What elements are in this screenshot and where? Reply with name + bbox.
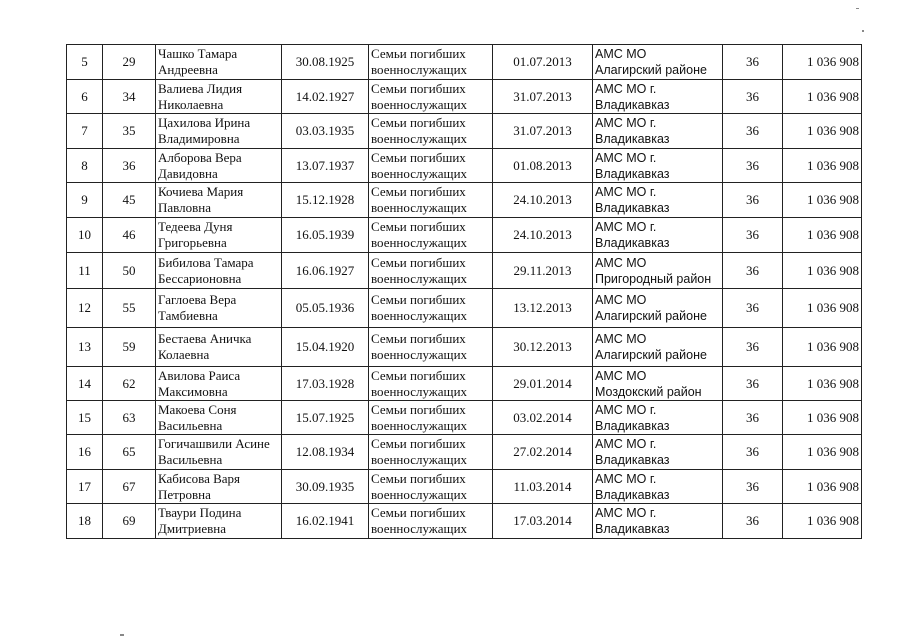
organization-line: Владикавказ — [595, 522, 670, 536]
organization — [593, 149, 723, 183]
category-line: Семьи погибших — [371, 254, 466, 270]
category-line: военнослужащих — [371, 383, 468, 399]
area-value: 36 — [723, 367, 783, 401]
organization-line: АМС МО г. — [595, 81, 657, 96]
organization-line: АМС МО — [595, 255, 647, 270]
registration-date: 01.08.2013 — [493, 149, 593, 183]
person-name-line: Владимировна — [158, 131, 240, 146]
category — [369, 435, 493, 470]
organization-line: Пригородный район — [595, 271, 712, 286]
person-name — [156, 367, 282, 401]
person-name — [156, 218, 282, 253]
birth-date: 30.09.1935 — [282, 470, 369, 504]
organization-line: АМС МО г. — [595, 150, 657, 165]
row-number: 11 — [67, 253, 103, 289]
category-line: военнослужащих — [371, 270, 468, 286]
category-line: военнослужащих — [371, 521, 468, 536]
birth-date: 16.06.1927 — [282, 253, 369, 289]
row-number: 5 — [67, 45, 103, 80]
registration-date: 30.12.2013 — [493, 328, 593, 367]
record-id: 63 — [103, 401, 156, 435]
table-row — [67, 435, 862, 470]
organization-line: АМС МО г. — [595, 185, 657, 199]
person-name — [156, 401, 282, 435]
person-name-line: Кочиева Мария — [158, 184, 244, 199]
birth-date: 15.04.1920 — [282, 328, 369, 367]
organization-line: АМС МО — [595, 47, 647, 61]
category-line: военнослужащих — [371, 235, 468, 250]
person-name-line: Павловна — [158, 200, 211, 215]
category-line: военнослужащих — [371, 165, 468, 181]
category — [369, 289, 493, 328]
record-id: 35 — [103, 114, 156, 149]
category-line: военнослужащих — [371, 417, 468, 433]
category-line: Семьи погибших — [371, 401, 466, 417]
category — [369, 401, 493, 435]
person-name-line: Давидовна — [158, 165, 218, 181]
organization-line: Алагирский районе — [595, 348, 707, 362]
row-number: 14 — [67, 367, 103, 401]
table-row — [67, 149, 862, 183]
organization-line: АМС МО г. — [595, 402, 657, 417]
category-line: военнослужащих — [371, 308, 468, 323]
person-name-line: Петровна — [158, 486, 211, 502]
registration-date: 31.07.2013 — [493, 80, 593, 114]
organization — [593, 114, 723, 149]
registration-date: 17.03.2014 — [493, 504, 593, 539]
area-value: 36 — [723, 504, 783, 539]
row-number: 8 — [67, 149, 103, 183]
person-name-line: Васильевна — [158, 452, 223, 467]
category — [369, 149, 493, 183]
area-value: 36 — [723, 114, 783, 149]
organization-line: АМС МО г. — [595, 220, 657, 234]
table-row — [67, 328, 862, 367]
record-id: 59 — [103, 328, 156, 367]
person-name-line: Тедеева Дуня — [158, 219, 233, 234]
area-value: 36 — [723, 183, 783, 218]
amount: 1 036 908 — [783, 80, 862, 114]
record-id: 45 — [103, 183, 156, 218]
category-line: военнослужащих — [371, 486, 468, 502]
birth-date: 30.08.1925 — [282, 45, 369, 80]
person-name-line: Дмитриевна — [158, 521, 226, 536]
category-line: Семьи погибших — [371, 470, 466, 486]
area-value: 36 — [723, 435, 783, 470]
person-name-line: Тваури Подина — [158, 505, 242, 520]
category-line: Семьи погибших — [371, 149, 466, 165]
birth-date: 15.07.1925 — [282, 401, 369, 435]
row-number: 10 — [67, 218, 103, 253]
organization-line: Владикавказ — [595, 201, 670, 215]
category-line: Семьи погибших — [371, 46, 466, 61]
table-row — [67, 470, 862, 504]
organization-line: АМС МО — [595, 293, 647, 307]
category-line: Семьи погибших — [371, 219, 466, 234]
area-value: 36 — [723, 328, 783, 367]
amount: 1 036 908 — [783, 401, 862, 435]
table-row — [67, 401, 862, 435]
person-name — [156, 114, 282, 149]
category-line: Семьи погибших — [371, 436, 466, 451]
table-row — [67, 183, 862, 218]
area-value: 36 — [723, 401, 783, 435]
organization-line: АМС МО г. — [595, 437, 657, 451]
category — [369, 80, 493, 114]
person-name-line: Валиева Лидия — [158, 80, 243, 96]
organization-line: АМС МО — [595, 368, 647, 383]
birth-date: 16.05.1939 — [282, 218, 369, 253]
person-name — [156, 253, 282, 289]
person-name-line: Николаевна — [158, 96, 224, 112]
person-name-line: Гогичашвили Асине — [158, 436, 270, 451]
category — [369, 470, 493, 504]
person-name-line: Тамбиевна — [158, 308, 218, 323]
record-id: 29 — [103, 45, 156, 80]
row-number: 12 — [67, 289, 103, 328]
category — [369, 114, 493, 149]
registration-date: 11.03.2014 — [493, 470, 593, 504]
birth-date: 03.03.1935 — [282, 114, 369, 149]
organization-line: АМС МО г. — [595, 116, 657, 130]
category — [369, 367, 493, 401]
category-line: Семьи погибших — [371, 505, 466, 520]
category-line: военнослужащих — [371, 62, 468, 77]
registration-date: 03.02.2014 — [493, 401, 593, 435]
row-number: 13 — [67, 328, 103, 367]
table-row — [67, 45, 862, 80]
organization-line: АМС МО — [595, 332, 647, 346]
amount: 1 036 908 — [783, 45, 862, 80]
person-name-line: Алборова Вера — [158, 149, 242, 165]
person-name-line: Макоева Соня — [158, 401, 237, 417]
category — [369, 45, 493, 80]
person-name-line: Колаевна — [158, 347, 210, 362]
organization — [593, 328, 723, 367]
area-value: 36 — [723, 80, 783, 114]
record-id: 62 — [103, 367, 156, 401]
category-line: Семьи погибших — [371, 80, 466, 96]
person-name — [156, 149, 282, 183]
amount: 1 036 908 — [783, 253, 862, 289]
birth-date: 17.03.1928 — [282, 367, 369, 401]
person-name-line: Чашко Тамара — [158, 46, 238, 61]
table-row — [67, 289, 862, 328]
person-name — [156, 328, 282, 367]
registration-date: 31.07.2013 — [493, 114, 593, 149]
birth-date: 15.12.1928 — [282, 183, 369, 218]
row-number: 15 — [67, 401, 103, 435]
person-name — [156, 435, 282, 470]
amount: 1 036 908 — [783, 328, 862, 367]
person-name-line: Бестаева Аничка — [158, 331, 252, 346]
person-name — [156, 45, 282, 80]
person-name-line: Гаглоева Вера — [158, 292, 237, 307]
records-table — [66, 44, 862, 539]
person-name-line: Андреевна — [158, 62, 218, 77]
organization — [593, 367, 723, 401]
area-value: 36 — [723, 218, 783, 253]
registration-date: 24.10.2013 — [493, 183, 593, 218]
organization-line: Алагирский районе — [595, 63, 707, 77]
amount: 1 036 908 — [783, 367, 862, 401]
person-name-line: Авилова Раиса — [158, 367, 241, 383]
amount: 1 036 908 — [783, 289, 862, 328]
registration-date: 27.02.2014 — [493, 435, 593, 470]
category — [369, 218, 493, 253]
registration-date: 29.01.2014 — [493, 367, 593, 401]
person-name — [156, 470, 282, 504]
person-name-line: Бессарионовна — [158, 270, 242, 286]
amount: 1 036 908 — [783, 435, 862, 470]
birth-date: 16.02.1941 — [282, 504, 369, 539]
person-name-line: Васильевна — [158, 417, 223, 433]
category-line: военнослужащих — [371, 347, 468, 362]
category-line: Семьи погибших — [371, 367, 466, 383]
scan-speck — [862, 30, 864, 32]
row-number: 6 — [67, 80, 103, 114]
person-name — [156, 183, 282, 218]
amount: 1 036 908 — [783, 470, 862, 504]
table-row — [67, 253, 862, 289]
record-id: 36 — [103, 149, 156, 183]
person-name-line: Бибилова Тамара — [158, 254, 254, 270]
category-line: Семьи погибших — [371, 184, 466, 199]
organization — [593, 80, 723, 114]
area-value: 36 — [723, 289, 783, 328]
record-id: 65 — [103, 435, 156, 470]
registration-date: 01.07.2013 — [493, 45, 593, 80]
organization-line: Владикавказ — [595, 418, 670, 433]
organization-line: АМС МО г. — [595, 506, 657, 520]
records-table-body — [67, 45, 862, 539]
organization — [593, 45, 723, 80]
person-name-line: Максимовна — [158, 383, 228, 399]
area-value: 36 — [723, 45, 783, 80]
category-line: Семьи погибших — [371, 292, 466, 307]
birth-date: 12.08.1934 — [282, 435, 369, 470]
category-line: военнослужащих — [371, 96, 468, 112]
amount: 1 036 908 — [783, 114, 862, 149]
person-name — [156, 504, 282, 539]
organization-line: Владикавказ — [595, 236, 670, 250]
organization — [593, 218, 723, 253]
row-number: 7 — [67, 114, 103, 149]
amount: 1 036 908 — [783, 149, 862, 183]
table-row — [67, 367, 862, 401]
person-name — [156, 80, 282, 114]
category — [369, 253, 493, 289]
row-number: 16 — [67, 435, 103, 470]
person-name-line: Григорьевна — [158, 235, 227, 250]
scan-speck — [856, 8, 859, 9]
table-row — [67, 504, 862, 539]
organization — [593, 253, 723, 289]
organization-line: Моздокский район — [595, 384, 702, 399]
row-number: 9 — [67, 183, 103, 218]
record-id: 34 — [103, 80, 156, 114]
area-value: 36 — [723, 470, 783, 504]
organization — [593, 435, 723, 470]
birth-date: 05.05.1936 — [282, 289, 369, 328]
category-line: военнослужащих — [371, 131, 468, 146]
category-line: Семьи погибших — [371, 115, 466, 130]
registration-date: 29.11.2013 — [493, 253, 593, 289]
birth-date: 13.07.1937 — [282, 149, 369, 183]
organization-line: Владикавказ — [595, 97, 670, 112]
category-line: военнослужащих — [371, 452, 468, 467]
organization — [593, 401, 723, 435]
birth-date: 14.02.1927 — [282, 80, 369, 114]
organization — [593, 289, 723, 328]
organization — [593, 470, 723, 504]
person-name — [156, 289, 282, 328]
category — [369, 504, 493, 539]
record-id: 46 — [103, 218, 156, 253]
scan-speck — [120, 634, 124, 636]
amount: 1 036 908 — [783, 183, 862, 218]
table-row — [67, 114, 862, 149]
record-id: 69 — [103, 504, 156, 539]
area-value: 36 — [723, 149, 783, 183]
organization-line: Владикавказ — [595, 132, 670, 146]
table-row — [67, 80, 862, 114]
category-line: военнослужащих — [371, 200, 468, 215]
category — [369, 183, 493, 218]
organization — [593, 504, 723, 539]
organization-line: Алагирский районе — [595, 309, 707, 323]
organization-line: Владикавказ — [595, 166, 670, 181]
table-row — [67, 218, 862, 253]
organization — [593, 183, 723, 218]
amount: 1 036 908 — [783, 218, 862, 253]
record-id: 50 — [103, 253, 156, 289]
record-id: 55 — [103, 289, 156, 328]
row-number: 17 — [67, 470, 103, 504]
record-id: 67 — [103, 470, 156, 504]
organization-line: Владикавказ — [595, 453, 670, 467]
registration-date: 13.12.2013 — [493, 289, 593, 328]
row-number: 18 — [67, 504, 103, 539]
person-name-line: Цахилова Ирина — [158, 115, 251, 130]
amount: 1 036 908 — [783, 504, 862, 539]
organization-line: АМС МО г. — [595, 471, 657, 486]
organization-line: Владикавказ — [595, 487, 670, 502]
area-value: 36 — [723, 253, 783, 289]
registration-date: 24.10.2013 — [493, 218, 593, 253]
category-line: Семьи погибших — [371, 331, 466, 346]
category — [369, 328, 493, 367]
person-name-line: Кабисова Варя — [158, 470, 241, 486]
